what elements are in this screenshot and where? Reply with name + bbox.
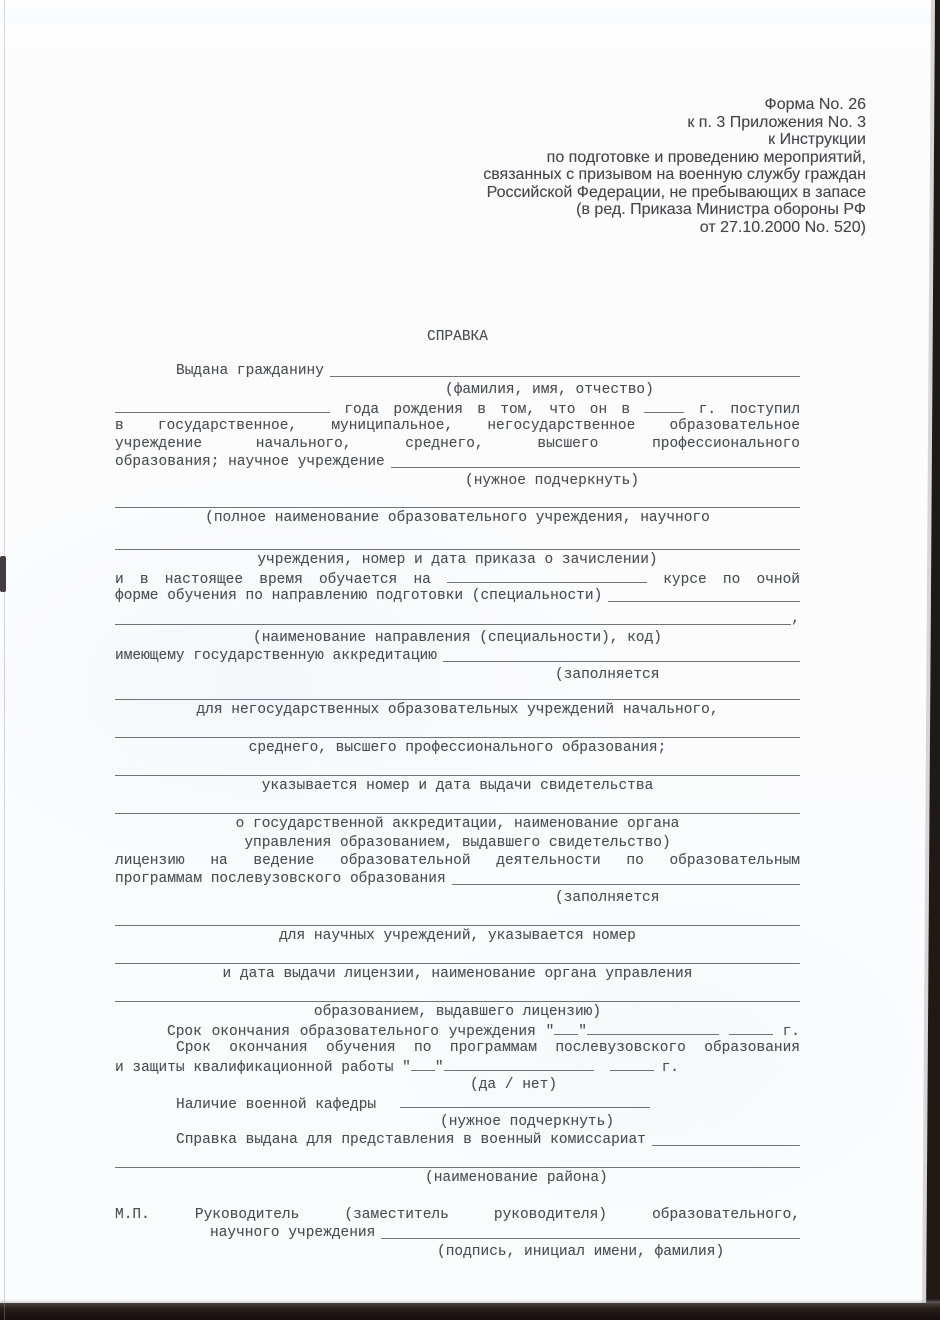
note-yes-no: (да / нет) <box>470 1077 558 1093</box>
line-license-2 <box>115 870 800 888</box>
commissariat-label: Справка выдана для представления в военный комиссариат <box>176 1132 646 1148</box>
quote-close: " <box>578 1024 587 1040</box>
note-fio: (фамилия, имя, отчество) <box>445 382 654 398</box>
line-head-signature-1 <box>115 1206 800 1224</box>
head-institution-label: научного учреждения <box>210 1225 376 1241</box>
line-accreditation <box>115 647 800 665</box>
course-text: и в настоящее время обучается на <box>115 572 431 588</box>
blank-line-speciality-2 <box>115 610 791 625</box>
blank-line-full-9 <box>115 1001 800 1002</box>
note-district: (наименование района) <box>425 1170 608 1186</box>
line-commissariat <box>115 1131 800 1149</box>
blank-defense-month <box>444 1057 594 1071</box>
blank-speciality <box>608 587 800 602</box>
blank-grad-month <box>587 1021 719 1035</box>
blank-commissariat <box>652 1131 800 1146</box>
indent <box>115 1131 176 1149</box>
blank-line-full-4 <box>115 737 800 738</box>
issued-label: Выдана гражданину <box>176 363 324 379</box>
note-full-name-1: (полное наименование образовательного учреждения, научного <box>205 510 710 526</box>
birth-text: года рождения в том, что он в <box>344 402 631 418</box>
military-label: Наличие военной кафедры <box>176 1097 377 1113</box>
form-header <box>483 96 866 236</box>
header-line-instruction: к Инструкции <box>768 131 866 148</box>
blank-military-department <box>400 1094 650 1108</box>
blank-line-full-3 <box>115 699 800 700</box>
note-filled-in-2: (заполняется <box>555 890 660 906</box>
scan-bottom-edge <box>0 1303 940 1320</box>
blank-defense-day <box>411 1057 435 1071</box>
stamp-place-label: М.П. <box>115 1207 150 1223</box>
blank-line-full-8 <box>115 963 800 964</box>
note-filled-in-1: (заполняется <box>555 667 660 683</box>
note-underline-needed-2: (нужное подчеркнуть) <box>440 1114 615 1130</box>
line-birth-year <box>115 399 800 417</box>
indent <box>115 1224 210 1242</box>
blank-accreditation <box>443 647 800 662</box>
line-postgraduate-1 <box>115 1039 800 1057</box>
line-license-1: лицензию на ведение образовательной деятельности по образовательным <box>115 853 800 869</box>
accreditation-label: имеющему государственную аккредитацию <box>115 648 437 664</box>
line-state-institution: в государственное, муниципальное, негосударственное образовательное <box>115 418 800 434</box>
quote-close: " <box>434 1060 444 1076</box>
paper-left-edge <box>4 0 5 1320</box>
line-issued-to <box>115 362 800 380</box>
line-postgraduate-2 <box>115 1057 800 1075</box>
header-line-appendix: к п. 3 Приложения No. 3 <box>687 113 866 131</box>
blank-signature <box>381 1224 800 1239</box>
blank-birth-year <box>115 399 330 413</box>
defense-year-label: г. <box>661 1060 679 1076</box>
line-speciality <box>115 587 800 605</box>
note-underline-needed-1: (нужное подчеркнуть) <box>465 473 640 489</box>
indent <box>115 362 176 380</box>
note-nongov-1: для негосударственных образовательных учреждений начального, <box>196 702 719 718</box>
head-title-text: Руководитель (заместитель руководителя) образовательного, <box>194 1207 800 1223</box>
birth-text-end: г. поступил <box>698 402 801 418</box>
graduation-label: Срок окончания образовательного учреждения " <box>167 1024 555 1040</box>
line-head-signature-2 <box>115 1224 800 1242</box>
note-speciality-code: (наименование направления (специальности), код) <box>253 630 662 646</box>
line-military-department <box>115 1094 800 1112</box>
blank-line-full-2 <box>115 549 800 550</box>
speciality-label: форме обучения по направлению подготовки (специальности) <box>115 588 603 604</box>
blank-course <box>447 569 647 583</box>
blank-citizen-name <box>330 362 800 377</box>
qualification-label: и защиты квалификационной работы " <box>115 1060 411 1076</box>
blank-enroll-year <box>644 399 684 413</box>
grad-year-label: г. <box>782 1024 801 1040</box>
header-line-preparation: по подготовке и проведению мероприятий, <box>546 148 866 166</box>
note-full-name-2: учреждения, номер и дата приказа о зачислении) <box>257 552 658 568</box>
blank-line-full-5 <box>115 775 800 776</box>
blank-line-full-7 <box>115 925 800 926</box>
line-graduation-date <box>115 1021 800 1039</box>
header-line-form-number: Форма No. 26 <box>764 96 866 113</box>
note-scientific-3: образованием, выдавшего лицензию) <box>313 1004 602 1020</box>
postgrad-text: Срок окончания обучения по программам послевузовского образования <box>176 1040 800 1056</box>
blank-line-full-6 <box>115 813 800 814</box>
note-scientific-1: для научных учреждений, указывается номер <box>279 928 636 944</box>
note-accreditation-1: о государственной аккредитации, наименование органа <box>235 816 680 832</box>
scan-top-edge <box>0 0 940 26</box>
line-course <box>115 569 800 587</box>
document-body <box>115 328 800 1261</box>
form-title: СПРАВКА <box>427 329 488 345</box>
line-institution-levels: учреждение начального, среднего, высшего профессионального <box>115 436 800 452</box>
blank-line-full-1 <box>115 507 800 508</box>
note-scientific-2: и дата выдачи лицензии, наименование органа управления <box>222 966 693 982</box>
note-accreditation-2: управления образованием, выдавшего свидетельство) <box>244 835 671 851</box>
blank-grad-day <box>554 1021 578 1035</box>
blank-grad-year <box>729 1021 773 1035</box>
note-signature: (подпись, инициал имени, фамилия) <box>437 1244 725 1260</box>
note-certificate: указывается номер и дата выдачи свидетельства <box>261 778 654 794</box>
blank-line-full-10 <box>115 1167 800 1168</box>
header-line-order-date: от 27.10.2000 No. 520) <box>699 218 866 236</box>
education-label: образования; научное учреждение <box>115 454 385 470</box>
note-nongov-2: среднего, высшего профессионального образования; <box>248 740 667 756</box>
header-line-order-edition: (в ред. Приказа Министра обороны РФ <box>576 201 866 218</box>
line-education-scientific <box>115 453 800 471</box>
course-text-end: курсе по очной <box>663 572 800 588</box>
scan-left-mark <box>0 556 6 592</box>
trailing-comma: , <box>791 611 800 627</box>
blank-line-full-comma <box>115 610 800 628</box>
blank-scientific-institution <box>391 453 800 468</box>
blank-license <box>452 870 800 885</box>
license-label: программам послевузовского образования <box>115 871 446 887</box>
blank-defense-year <box>610 1057 654 1071</box>
header-line-federation: Российской Федерации, не пребывающих в запасе <box>486 183 866 201</box>
header-line-conscription: связанных с призывом на военную службу граждан <box>483 166 866 183</box>
